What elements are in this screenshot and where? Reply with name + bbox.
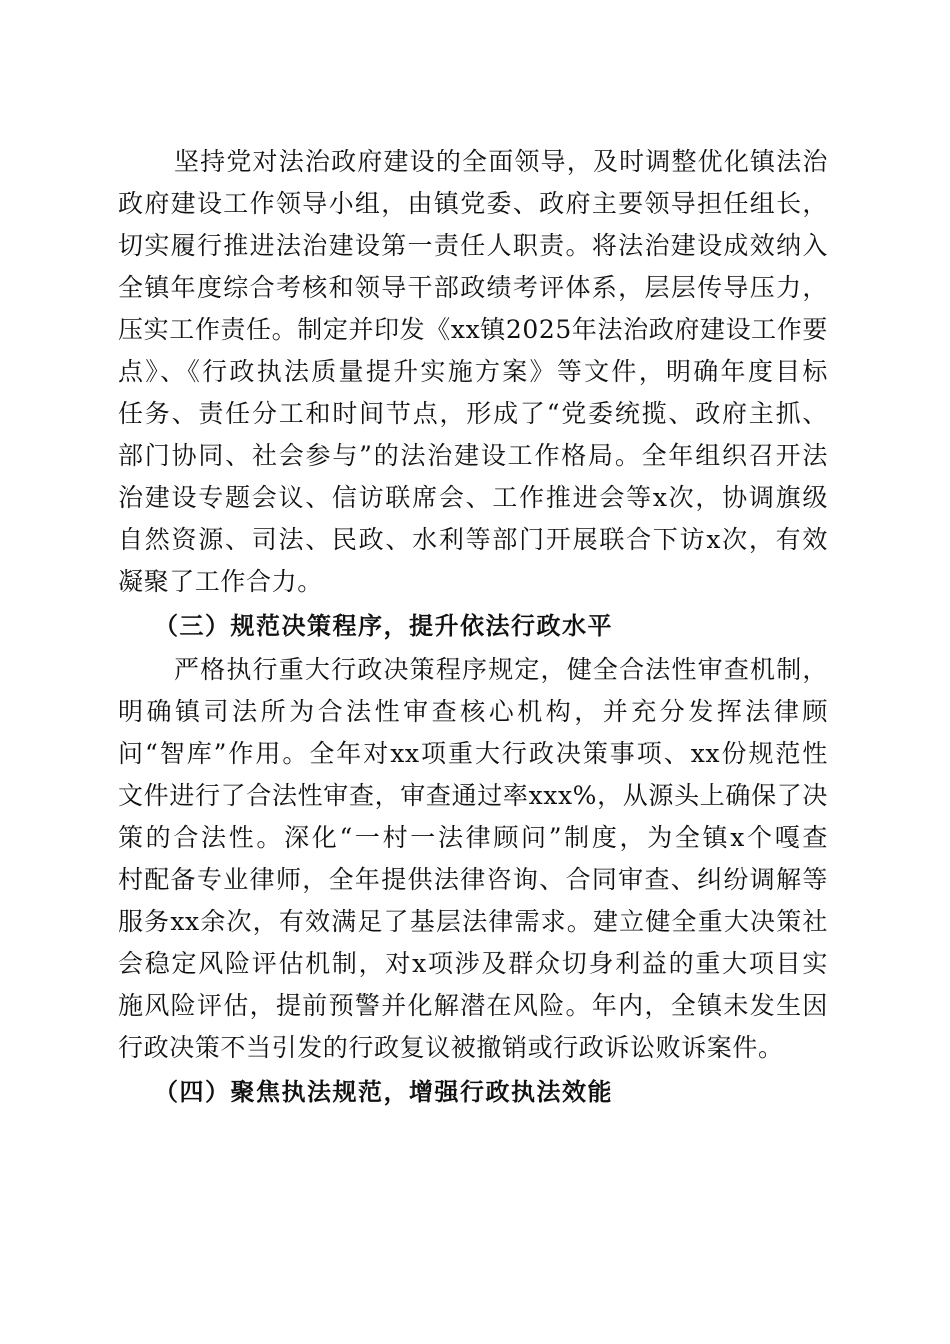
paragraph-line: 严格执行重大行政决策程序规定，健全合法性审查机制，: [174, 655, 828, 684]
paragraph-line: 治建设专题会议、信访联席会、工作推进会等x次，协调旗级: [118, 483, 828, 512]
document-body: [118, 141, 828, 1115]
paragraph-line: 压实工作责任。制定并印发《xx镇2025年法治政府建设工作要: [118, 315, 828, 344]
paragraph-line: 施风险评估，提前预警并化解潜在风险。年内，全镇未发生因: [118, 991, 828, 1020]
paragraph-line: 凝聚了工作合力。: [118, 567, 323, 596]
paragraph-line: 自然资源、司法、民政、水利等部门开展联合下访x次，有效: [118, 525, 828, 554]
section-heading-3: （三）规范决策程序，提升依法行政水平: [154, 612, 613, 640]
paragraph-line: 策的合法性。深化“一村一法律顾问”制度，为全镇x个嘎查: [118, 823, 828, 852]
paragraph-line: 点》、《行政执法质量提升实施方案》等文件，明确年度目标: [118, 357, 828, 386]
paragraph-line: 文件进行了合法性审查，审查通过率xxx%，从源头上确保了决: [118, 781, 828, 810]
paragraph-line: 问“智库”作用。全年对xx项重大行政决策事项、xx份规范性: [118, 739, 828, 768]
paragraph-line: 明确镇司法所为合法性审查核心机构，并充分发挥法律顾: [118, 697, 828, 726]
paragraph-line: 服务xx余次，有效满足了基层法律需求。建立健全重大决策社: [118, 907, 828, 936]
paragraph-line: 会稳定风险评估机制，对x项涉及群众切身利益的重大项目实: [118, 949, 828, 978]
paragraph-line: 坚持党对法治政府建设的全面领导，及时调整优化镇法治: [174, 147, 828, 176]
paragraph-line: 行政决策不当引发的行政复议被撤销或行政诉讼败诉案件。: [118, 1033, 784, 1062]
paragraph-party-leadership: [118, 141, 828, 603]
paragraph-line: 切实履行推进法治建设第一责任人职责。将法治建设成效纳入: [118, 231, 828, 260]
paragraph-line: 全镇年度综合考核和领导干部政绩考评体系，层层传导压力，: [118, 273, 828, 302]
section-heading-4: （四）聚焦执法规范，增强行政执法效能: [154, 1078, 613, 1106]
paragraph-line: 部门协同、社会参与”的法治建设工作格局。全年组织召开法: [118, 441, 828, 470]
paragraph-line: 任务、责任分工和时间节点，形成了“党委统揽、政府主抓、: [118, 399, 828, 428]
paragraph-line: 村配备专业律师，全年提供法律咨询、合同审查、纠纷调解等: [118, 865, 828, 894]
paragraph-line: 政府建设工作领导小组，由镇党委、政府主要领导担任组长，: [118, 189, 828, 218]
paragraph-decision-procedure: [118, 649, 828, 1069]
